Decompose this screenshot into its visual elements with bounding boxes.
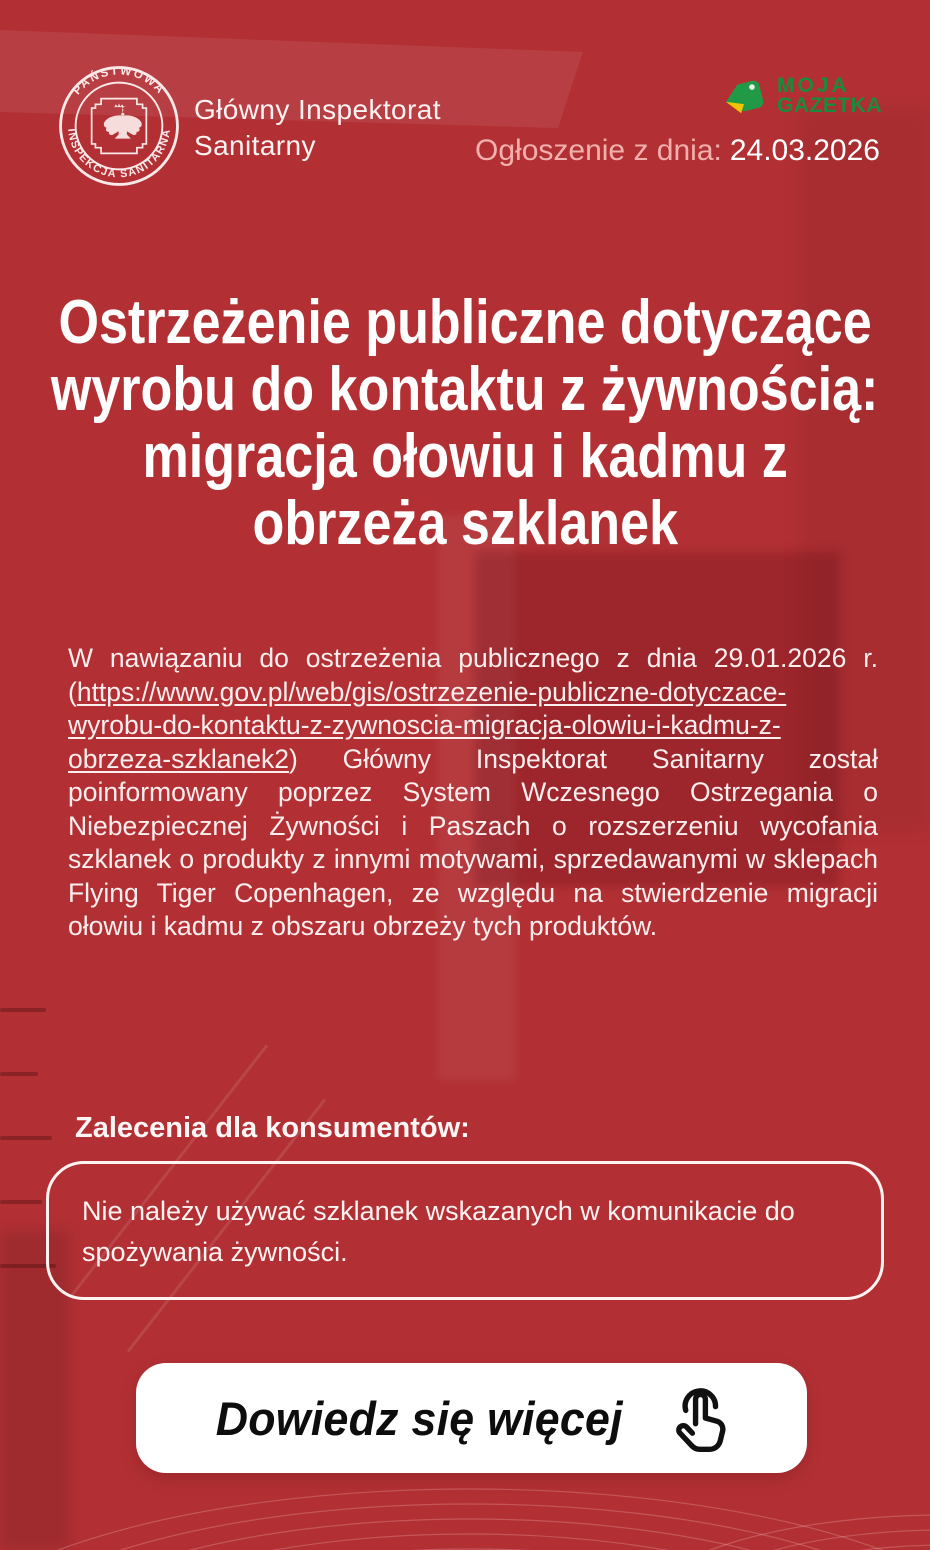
recommendations-box xyxy=(46,1161,884,1300)
recommendations-box-text: Nie należy używać szklanek wskazanych w komunikacie do spożywania żywności. xyxy=(82,1196,795,1267)
title-line-4: obrzeża szklanek xyxy=(252,489,678,558)
recommendations-heading: Zalecenia dla konsumentów: xyxy=(75,1112,470,1144)
background-railing-mark xyxy=(0,1136,52,1140)
brand-name xyxy=(777,76,882,116)
price-tag-icon xyxy=(718,76,770,120)
hand-click-icon xyxy=(662,1380,738,1456)
brand-name-line2: GAZETKA xyxy=(777,94,882,117)
moja-gazetka-logo xyxy=(718,76,882,120)
seal-arc-top-text: PAŃSTWOWA xyxy=(70,64,168,98)
title-line-3: migracja ołowiu i kadmu z xyxy=(142,422,788,491)
eagle-icon xyxy=(104,103,142,138)
organization-name-line1: Główny Inspektorat xyxy=(194,94,441,125)
body-text-before-link: W nawiązaniu do ostrzeżenia publicznego z dnia 29.01.2026 r. ( xyxy=(68,643,878,707)
organization-name-line2: Sanitarny xyxy=(194,130,316,161)
organization-name xyxy=(194,92,441,164)
sanitary-inspection-seal-logo xyxy=(53,60,185,192)
background-railing-mark xyxy=(0,1200,42,1204)
announcement-date-label: Ogłoszenie z dnia: xyxy=(475,134,722,167)
title-line-2: wyrobu do kontaktu z żywnością: xyxy=(51,355,879,424)
svg-text:PAŃSTWOWA xyxy=(70,64,167,97)
body-text-after-link: ) Główny Inspektorat Sanitarny został poinformowany poprzez System Wczesnego Ostrzegania o Niebezpiecznej Żywności i Paszach o rozszerzeniu wycofania szklanek o produkty z innymi motywami, sprzedawanymi w sklepach Flying Tiger Copenhagen, ze względu na stwierdzenie migracji ołowiu i kadmu z obszaru obrzeży tych produktów. xyxy=(68,743,878,941)
learn-more-button-label: Dowiedz się więcej xyxy=(215,1391,624,1445)
background-railing-mark xyxy=(0,1008,46,1012)
brand-name-line1: MOJA xyxy=(777,74,850,97)
learn-more-button[interactable] xyxy=(136,1363,807,1473)
announcement-body xyxy=(68,642,878,944)
page-title xyxy=(0,289,930,557)
gov-announcement-link[interactable]: https://www.gov.pl/web/gis/ostrzezenie-publiczne-dotyczace-wyrobu-do-kontaktu-z-zywnoscia-migracja-olowiu-i-kadmu-z-obrzeza-szklanek2 xyxy=(68,676,787,774)
announcement-date-line xyxy=(475,134,880,168)
background-railing-mark xyxy=(0,1072,38,1076)
announcement-date-value: 24.03.2026 xyxy=(729,134,880,167)
title-line-1: Ostrzeżenie publiczne dotyczące xyxy=(58,288,872,357)
seal-arc-bottom-text: INSPEKCJA SANITARNA xyxy=(65,127,174,181)
